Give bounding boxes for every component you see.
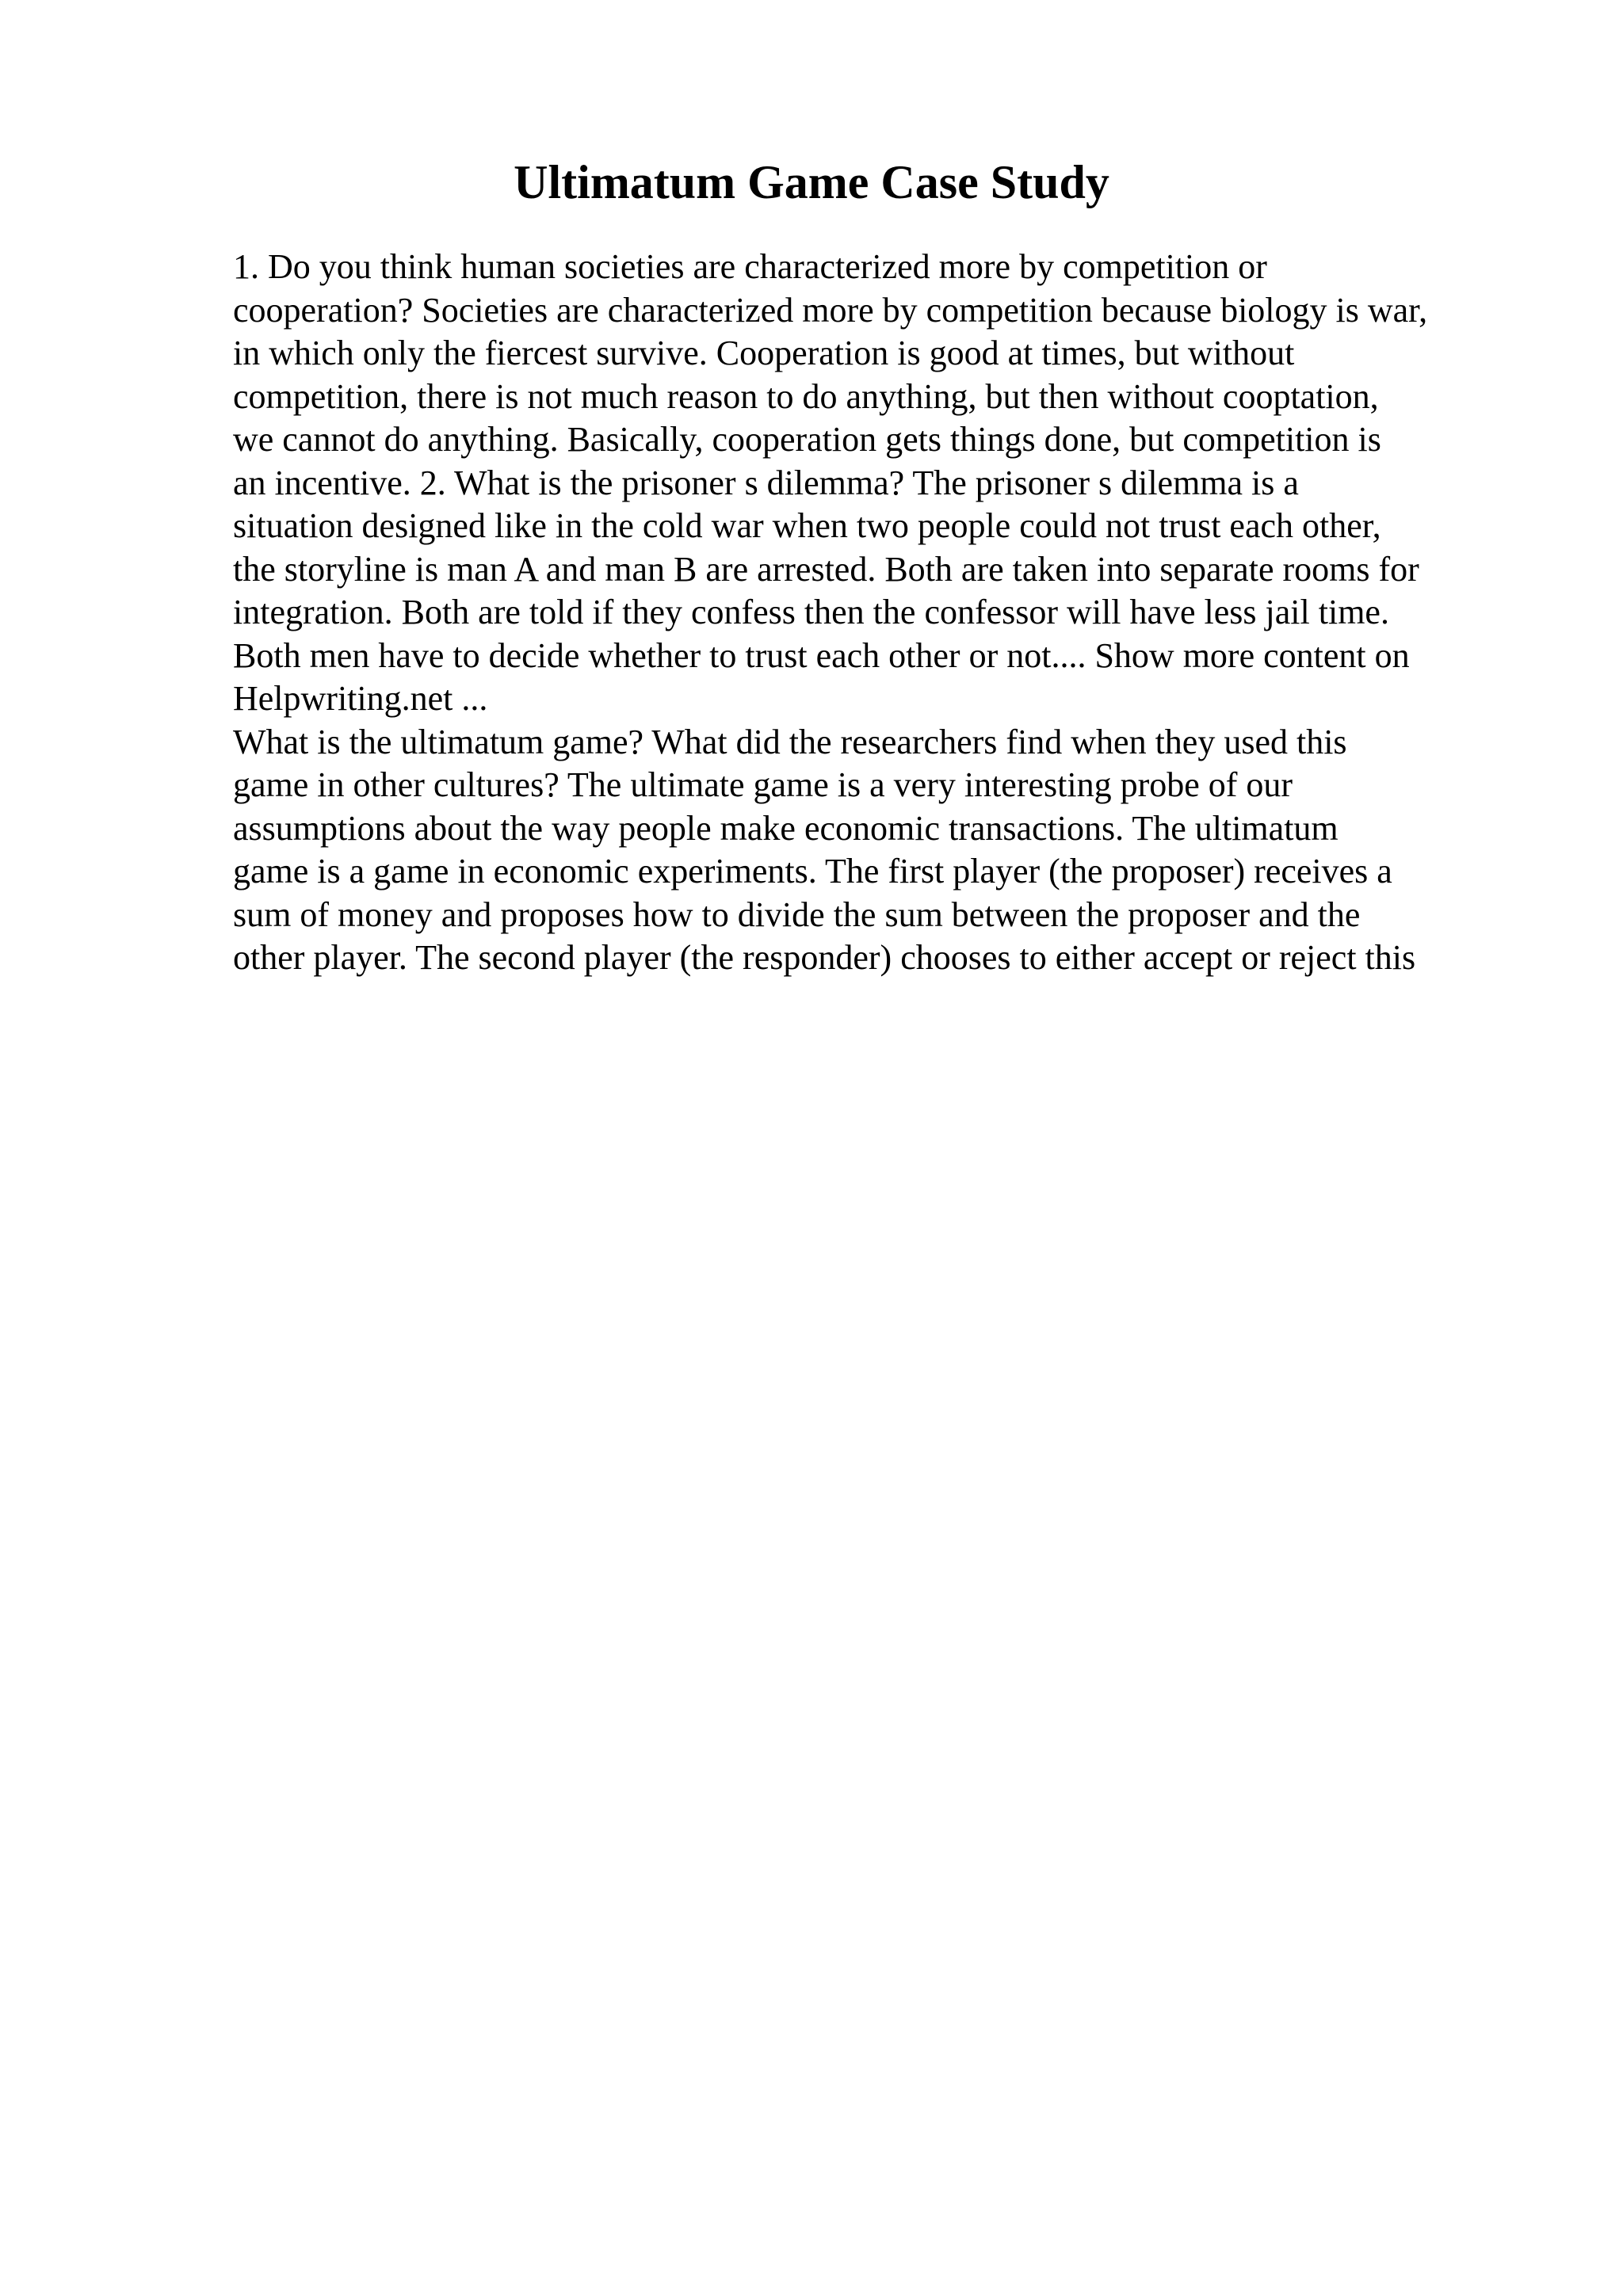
text-line: 1. Do you think human societies are characterized more by competition or bbox=[233, 247, 1267, 286]
text-line: What is the ultimatum game? What did the researchers find when they used this bbox=[233, 722, 1347, 761]
text-line: sum of money and proposes how to divide the sum between the proposer and the bbox=[233, 894, 1361, 934]
text-line: situation designed like in the cold war when two people could not trust each other, bbox=[233, 506, 1381, 545]
text-line: an incentive. 2. What is the prisoner s dilemma? The prisoner s dilemma is a bbox=[233, 463, 1299, 502]
document-body bbox=[233, 246, 1517, 980]
text-line: competition, there is not much reason to do anything, but then without cooptation, bbox=[233, 376, 1379, 416]
text-line: cooperation? Societies are characterized more by competition because biology is war, bbox=[233, 290, 1428, 330]
text-line: other player. The second player (the responder) chooses to either accept or reject this bbox=[233, 938, 1416, 977]
text-line: game is a game in economic experiments. The first player (the proposer) receives a bbox=[233, 852, 1392, 891]
text-line: assumptions about the way people make economic transactions. The ultimatum bbox=[233, 808, 1338, 848]
text-line: in which only the fiercest survive. Cooperation is good at times, but without bbox=[233, 334, 1295, 372]
text-line: Helpwriting.net ... bbox=[233, 679, 488, 718]
text-line: integration. Both are told if they confess then the confessor will have less jail time. bbox=[233, 593, 1389, 631]
text-line: we cannot do anything. Basically, cooperation gets things done, but competition is bbox=[233, 420, 1381, 459]
text-line: Both men have to decide whether to trust each other or not.... Show more content on bbox=[233, 635, 1410, 675]
text-line: the storyline is man A and man B are arrested. Both are taken into separate rooms for bbox=[233, 549, 1419, 589]
text-line: game in other cultures? The ultimate game is a very interesting probe of our bbox=[233, 765, 1293, 804]
document-title: Ultimatum Game Case Study bbox=[514, 156, 1109, 208]
